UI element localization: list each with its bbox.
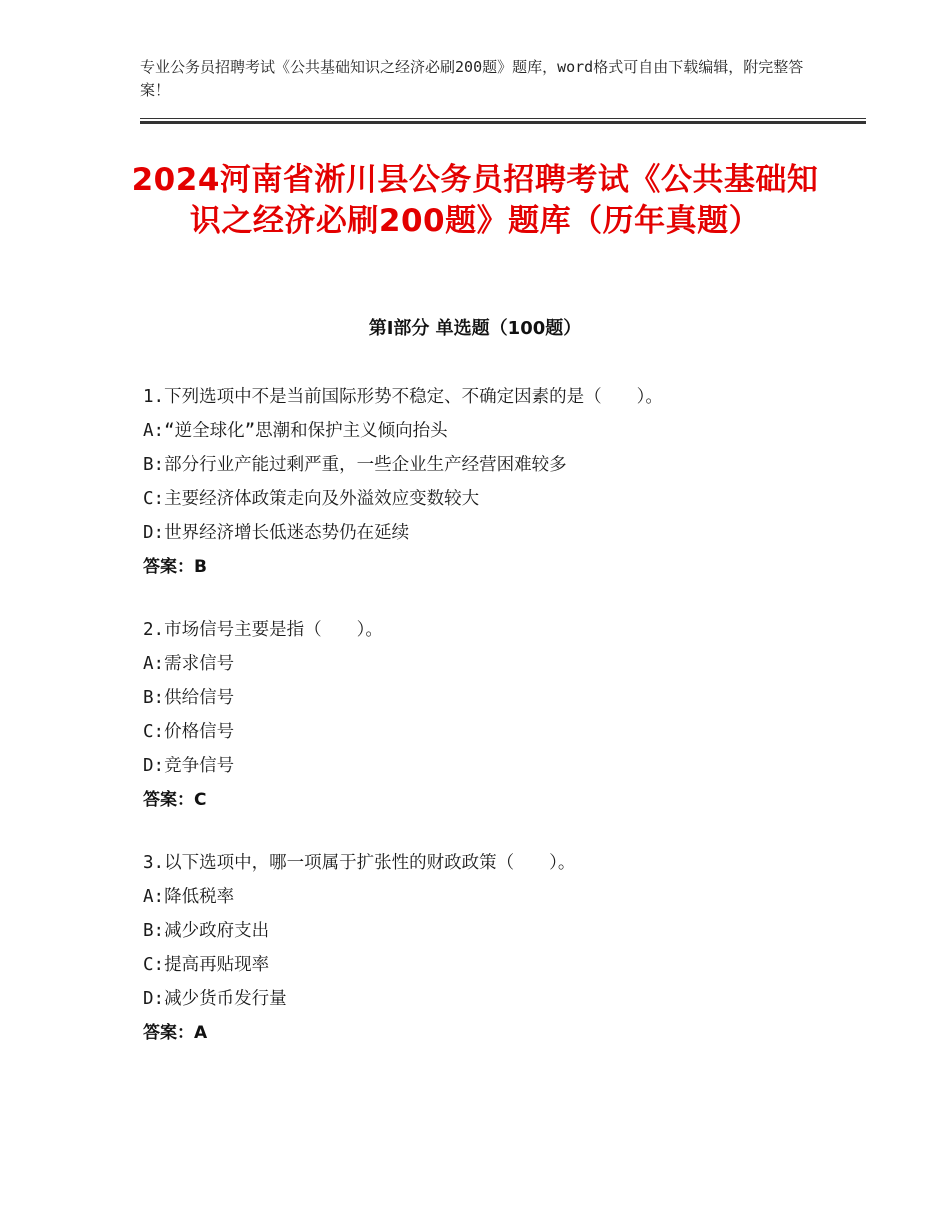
section-title: 第I部分 单选题（100题） (368, 318, 582, 339)
question-stem: 1.下列选项中不是当前国际形势不稳定、不确定因素的是（ ）。 (143, 387, 663, 407)
question-1 (143, 380, 843, 584)
document-title: 2024河南省淅川县公务员招聘考试《公共基础知识之经济必刷200题》题库（历年真题） (131, 162, 819, 239)
header-divider-thick (140, 121, 866, 124)
option-a: A:降低税率 (143, 887, 235, 907)
option-d: D:世界经济增长低迷态势仍在延续 (143, 523, 410, 543)
answer-line: 答案：C (143, 790, 207, 810)
option-c: C:主要经济体政策走向及外溢效应变数较大 (143, 489, 480, 509)
option-c: C:价格信号 (143, 722, 235, 742)
option-d: D:竞争信号 (143, 756, 235, 776)
header-note: 专业公务员招聘考试《公共基础知识之经济必刷200题》题库，word格式可自由下载编辑，附完整答案！ (140, 58, 804, 99)
option-d: D:减少货币发行量 (143, 989, 287, 1009)
header-divider-thin (140, 118, 866, 119)
question-stem: 3.以下选项中，哪一项属于扩张性的财政政策（ ）。 (143, 853, 576, 873)
option-b: B:减少政府支出 (143, 921, 270, 941)
question-2 (143, 613, 843, 817)
option-b: B:部分行业产能过剩严重，一些企业生产经营困难较多 (143, 455, 567, 475)
answer-line: 答案：A (143, 1023, 208, 1043)
option-a: A:“逆全球化”思潮和保护主义倾向抬头 (143, 421, 448, 441)
answer-line: 答案：B (143, 557, 207, 577)
option-c: C:提高再贴现率 (143, 955, 270, 975)
question-3 (143, 846, 843, 1050)
question-list (143, 380, 843, 1079)
option-a: A:需求信号 (143, 654, 235, 674)
question-stem: 2.市场信号主要是指（ ）。 (143, 620, 383, 640)
option-b: B:供给信号 (143, 688, 235, 708)
